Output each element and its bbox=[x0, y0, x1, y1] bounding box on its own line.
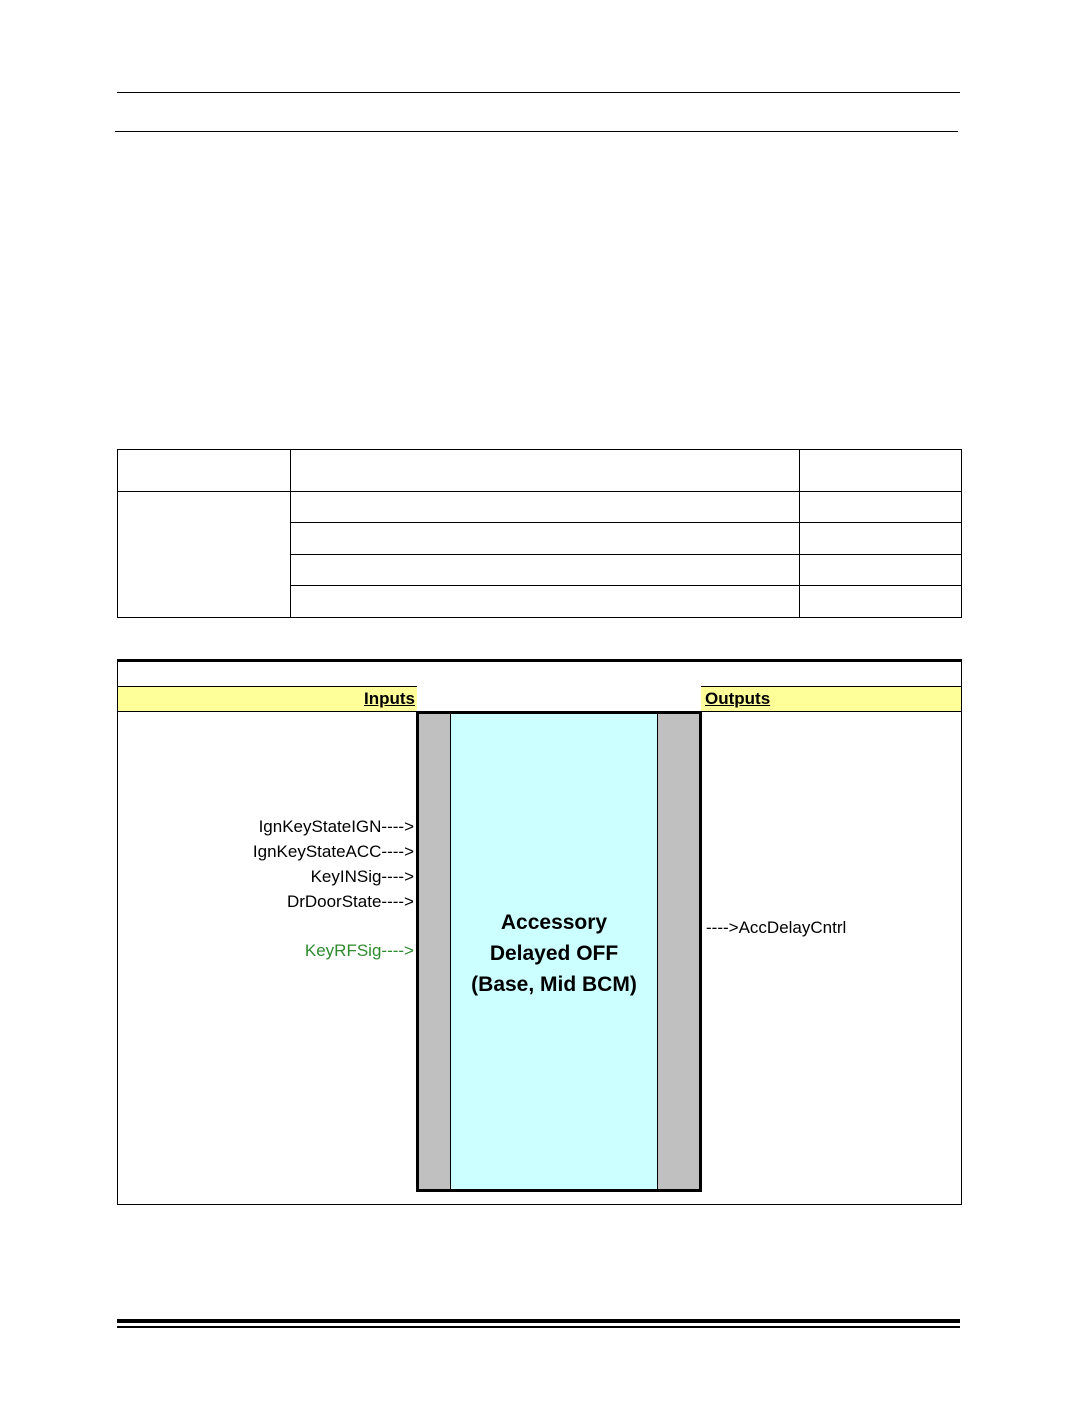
table-cell bbox=[291, 555, 800, 586]
header-rule-top bbox=[117, 92, 960, 93]
header-rule-bottom bbox=[115, 131, 958, 132]
requirements-table bbox=[117, 449, 962, 618]
input-signal-ign: IgnKeyStateIGN----> bbox=[258, 817, 414, 836]
table-cell bbox=[118, 450, 291, 492]
table-cell bbox=[291, 450, 800, 492]
inputs-header: Inputs bbox=[118, 686, 417, 712]
function-block-core bbox=[450, 714, 658, 1189]
input-signal-door: DrDoorState----> bbox=[286, 892, 414, 911]
diagram-top-border bbox=[118, 660, 961, 662]
function-block-label bbox=[451, 907, 657, 1000]
function-block-line1: Accessory bbox=[500, 911, 608, 934]
function-block bbox=[416, 711, 702, 1192]
table-cell bbox=[800, 555, 962, 586]
table-cell bbox=[800, 586, 962, 618]
block-diagram bbox=[117, 659, 962, 1205]
input-signal-keyrf: KeyRFSig----> bbox=[304, 941, 414, 960]
input-signal-keyin: KeyINSig----> bbox=[310, 867, 414, 886]
table-cell bbox=[291, 492, 800, 523]
table-header-row bbox=[118, 450, 962, 492]
table-cell bbox=[291, 586, 800, 618]
input-signal-acc: IgnKeyStateACC----> bbox=[252, 842, 414, 861]
footer-rule-thin bbox=[117, 1326, 960, 1328]
output-signal-accdelay: ---->AccDelayCntrl bbox=[706, 918, 847, 937]
function-block-line2: Delayed OFF bbox=[489, 942, 619, 965]
function-block-line3: (Base, Mid BCM) bbox=[471, 973, 637, 996]
table-cell bbox=[800, 450, 962, 492]
table-cell bbox=[118, 492, 291, 618]
footer-rule-thick bbox=[117, 1319, 960, 1323]
table-row bbox=[118, 492, 962, 523]
table-cell bbox=[800, 523, 962, 555]
outputs-header: Outputs bbox=[701, 686, 961, 712]
table-cell bbox=[291, 523, 800, 555]
table-cell bbox=[800, 492, 962, 523]
